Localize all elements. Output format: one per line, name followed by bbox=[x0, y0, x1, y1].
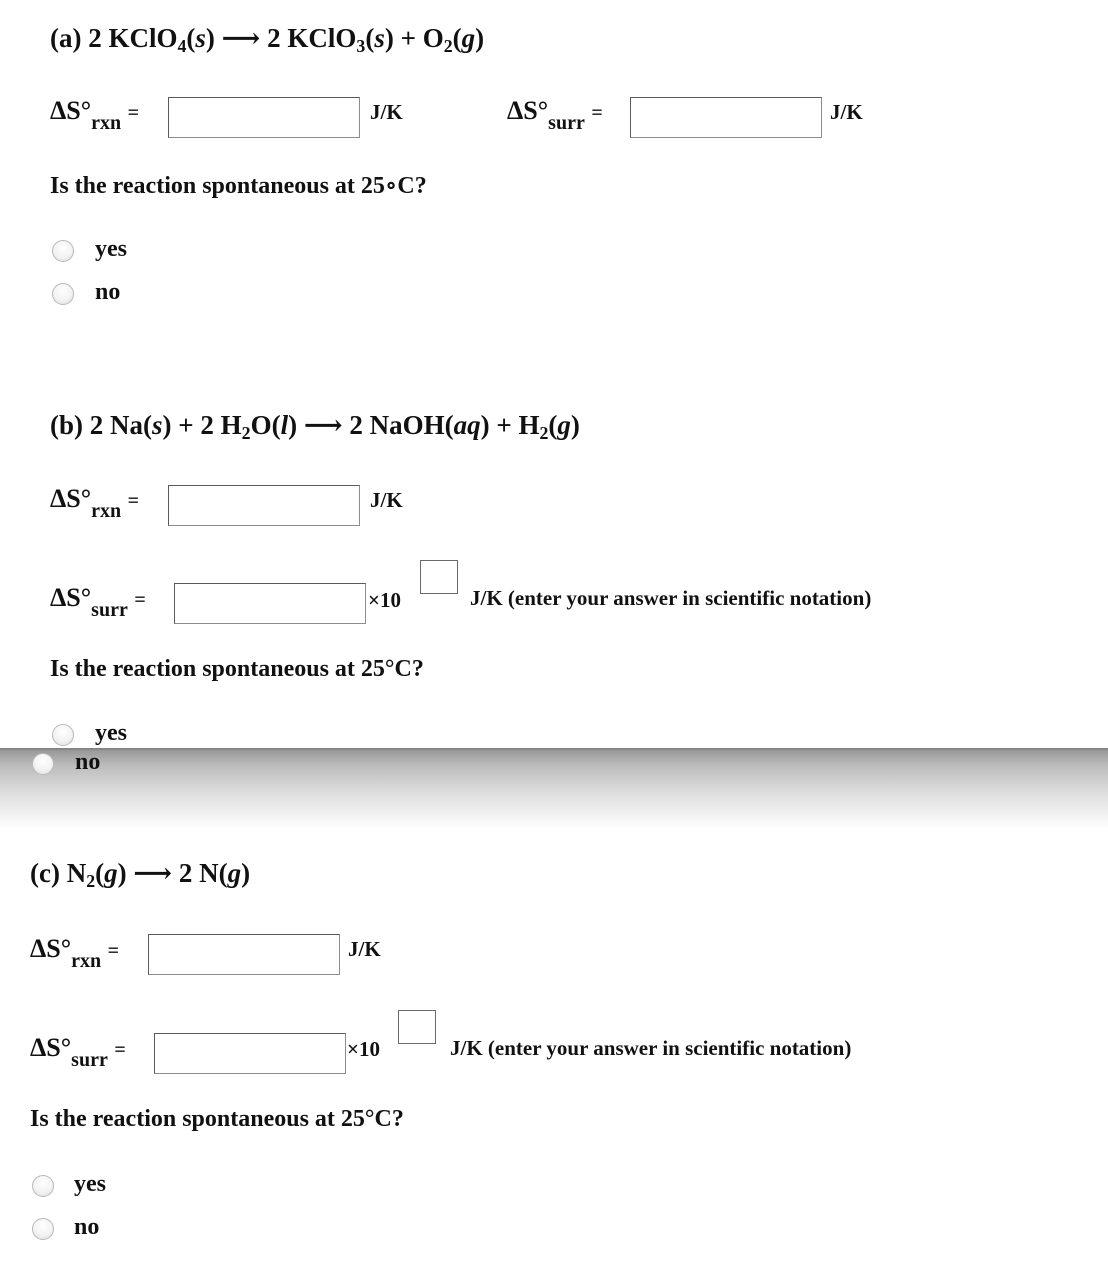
radio-button-icon[interactable] bbox=[52, 240, 74, 262]
question-a: Is the reaction spontaneous at 25∘C? bbox=[50, 173, 427, 199]
radio-button-icon[interactable] bbox=[52, 283, 74, 305]
reaction-a: (a) 2 KClO$_4$(s) ⟶ 2 KClO$_3$(s) + $O_2(g)$ bbox=[50, 23, 485, 56]
section-divider bbox=[0, 748, 1108, 830]
ds-surr-input-b[interactable] bbox=[174, 583, 366, 624]
ds-rxn-label-b: $\Delta S^\circ_{rxn}$ = bbox=[50, 484, 140, 522]
option-no-b[interactable]: no bbox=[75, 749, 101, 775]
ds-rxn-input-a[interactable] bbox=[168, 97, 360, 138]
option-yes-a[interactable]: yes bbox=[95, 236, 127, 262]
ds-surr-unit-c: J/K (enter your answer in scientific notation) bbox=[450, 1036, 852, 1060]
radio-button-icon[interactable] bbox=[32, 1218, 54, 1240]
ds-rxn-unit-a: J/K bbox=[370, 100, 403, 124]
question-c: Is the reaction spontaneous at 25°C? bbox=[30, 1106, 404, 1132]
exponent-input-b[interactable] bbox=[420, 560, 458, 594]
arrow-icon: ⟶ bbox=[221, 23, 261, 53]
radio-button-icon[interactable] bbox=[32, 1175, 54, 1197]
exponent-input-c[interactable] bbox=[398, 1010, 436, 1044]
times-ten-c: ×10 bbox=[347, 1037, 380, 1061]
ds-rxn-unit-c: J/K bbox=[348, 937, 381, 961]
arrow-icon: ⟶ bbox=[303, 410, 343, 440]
reaction-b: (b) 2 Na(s) + 2 $H_2O(l)$ ⟶ 2 NaOH(aq) + $H_2(g)$ bbox=[50, 410, 580, 443]
option-no-a[interactable]: no bbox=[95, 279, 121, 305]
ds-rxn-input-b[interactable] bbox=[168, 485, 360, 526]
ds-surr-unit-b: J/K (enter your answer in scientific notation) bbox=[470, 586, 872, 610]
radio-button-icon[interactable] bbox=[52, 724, 74, 746]
option-no-c[interactable]: no bbox=[74, 1214, 100, 1240]
option-yes-b[interactable]: yes bbox=[95, 720, 127, 746]
option-yes-c[interactable]: yes bbox=[74, 1171, 106, 1197]
ds-surr-unit-a: J/K bbox=[830, 100, 863, 124]
ds-surr-input-a[interactable] bbox=[630, 97, 822, 138]
ds-surr-input-c[interactable] bbox=[154, 1033, 346, 1074]
arrow-icon: ⟶ bbox=[133, 858, 173, 888]
radio-button-icon[interactable] bbox=[32, 753, 54, 775]
ds-rxn-label-c: $\Delta S^\circ_{rxn}$ = bbox=[30, 934, 120, 972]
ds-rxn-unit-b: J/K bbox=[370, 488, 403, 512]
question-b: Is the reaction spontaneous at 25°C? bbox=[50, 656, 424, 682]
ds-surr-label-b: $\Delta S^\circ_{surr}$ = bbox=[50, 583, 146, 621]
ds-rxn-input-c[interactable] bbox=[148, 934, 340, 975]
ds-surr-label-c: $\Delta S^\circ_{surr}$ = bbox=[30, 1033, 126, 1071]
ds-rxn-label-a: $\Delta S^\circ_{rxn}$ = bbox=[50, 96, 140, 134]
times-ten-b: ×10 bbox=[368, 588, 401, 612]
ds-surr-label-a: $\Delta S^\circ_{surr}$ = bbox=[507, 96, 603, 134]
reaction-c: (c) $N_2(g)$ ⟶ 2 N(g) bbox=[30, 858, 251, 891]
